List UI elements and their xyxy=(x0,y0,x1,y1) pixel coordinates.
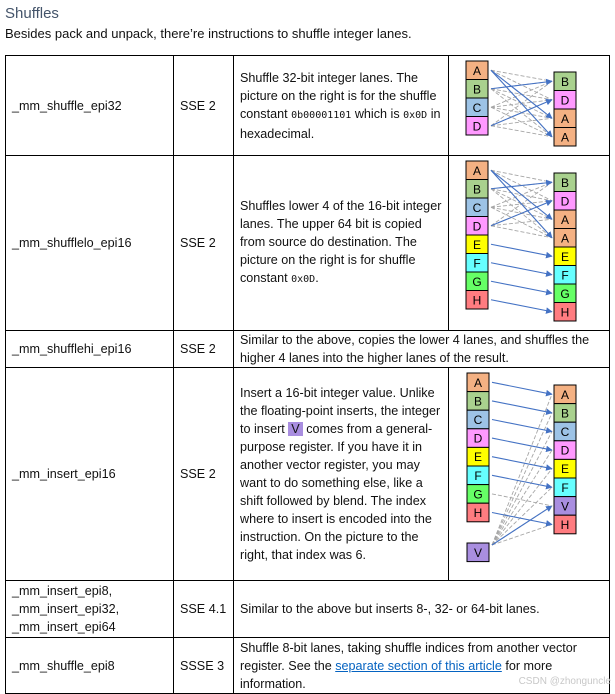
lane-box-D xyxy=(554,192,576,211)
svg-text:D: D xyxy=(472,119,482,134)
v-value-chip: V xyxy=(288,422,302,436)
instruction-set: SSE 4.1 xyxy=(174,581,234,638)
lane-box-G xyxy=(466,272,488,291)
lane-box-H xyxy=(554,303,576,322)
lane-diagram xyxy=(455,368,615,575)
svg-text:E: E xyxy=(472,237,482,252)
description: Similar to the above, copies the lower 4 lanes, and shuffles the higher 4 lanes into the higher lanes of the result. xyxy=(234,331,610,368)
instruction-set: SSE 2 xyxy=(174,156,234,331)
svg-text:F: F xyxy=(561,268,569,283)
svg-text:G: G xyxy=(560,286,570,301)
lane-box-D xyxy=(466,217,488,236)
lane-box-D xyxy=(467,429,489,448)
svg-text:C: C xyxy=(560,425,570,439)
lane-box-G xyxy=(554,284,576,303)
intro-text: Besides pack and unpack, there’re instructions to shuffle integer lanes. xyxy=(5,26,412,41)
description: Similar to the above but inserts 8-, 32- or 64-bit lanes. xyxy=(234,581,610,638)
svg-text:A: A xyxy=(473,375,483,390)
lane-box-A xyxy=(554,109,576,128)
lane-box-F xyxy=(554,478,576,497)
lane-box-H xyxy=(554,515,576,534)
lane-box-A xyxy=(554,385,576,404)
svg-text:D: D xyxy=(560,443,570,458)
intrinsic-name: _mm_shuffle_epi8 xyxy=(6,638,174,694)
lane-box-A xyxy=(467,373,489,392)
section-heading: Shuffles xyxy=(5,5,59,22)
shufflelo-epi16-diagram xyxy=(449,156,610,331)
instruction-set: SSE 2 xyxy=(174,56,234,156)
description: Shuffle 8-bit lanes, taking shuffle indices from another vector register. See the separate section of this article for more information. xyxy=(234,638,610,694)
svg-text:B: B xyxy=(472,82,482,97)
svg-text:V: V xyxy=(560,499,570,514)
svg-text:A: A xyxy=(560,212,570,227)
lane-box-A xyxy=(554,229,576,248)
lane-box-F xyxy=(466,254,488,273)
instruction-set: SSE 2 xyxy=(174,368,234,581)
lane-box-B xyxy=(466,180,488,199)
separate-section-link[interactable]: separate section of this article xyxy=(335,658,502,673)
svg-text:F: F xyxy=(561,480,569,495)
svg-text:H: H xyxy=(560,518,570,532)
lane-box-E xyxy=(466,235,488,254)
lane-box-E xyxy=(554,247,576,266)
svg-text:A: A xyxy=(560,111,570,126)
table-row xyxy=(6,56,610,156)
instruction-set: SSE 2 xyxy=(174,331,234,368)
svg-text:D: D xyxy=(472,219,482,234)
svg-text:E: E xyxy=(560,462,570,477)
lane-box-A xyxy=(466,161,488,180)
lane-box-A xyxy=(554,210,576,229)
table-row xyxy=(6,331,610,368)
svg-text:D: D xyxy=(560,93,570,108)
lane-box-B xyxy=(554,404,576,423)
svg-text:B: B xyxy=(560,406,570,421)
lane-box-G xyxy=(467,485,489,504)
insert-epi16-diagram xyxy=(449,368,610,581)
lane-box-C xyxy=(466,98,488,117)
svg-text:C: C xyxy=(472,100,482,115)
svg-text:E: E xyxy=(473,450,483,465)
lane-box-E xyxy=(467,447,489,466)
lane-box-F xyxy=(467,466,489,485)
intrinsic-name: _mm_shuffle_epi32 xyxy=(6,56,174,156)
shuffle-epi32-diagram xyxy=(449,56,610,156)
lane-box-B xyxy=(467,392,489,411)
svg-text:H: H xyxy=(472,293,482,308)
instruction-set: SSSE 3 xyxy=(174,638,234,694)
lane-box-B xyxy=(554,72,576,91)
svg-text:A: A xyxy=(560,387,570,402)
svg-text:A: A xyxy=(472,163,482,178)
svg-text:H: H xyxy=(473,506,483,520)
intrinsic-name: _mm_insert_epi16 xyxy=(6,368,174,581)
watermark: CSDN @zhonguncle xyxy=(518,676,611,687)
lane-box-H xyxy=(466,291,488,310)
lane-box-A xyxy=(466,61,488,80)
lane-box-C xyxy=(554,422,576,441)
svg-text:D: D xyxy=(473,431,483,446)
svg-text:C: C xyxy=(472,200,482,215)
table-row xyxy=(6,156,610,331)
intrinsic-name: _mm_shufflelo_epi16 xyxy=(6,156,174,331)
svg-text:B: B xyxy=(560,74,570,89)
intrinsics-table xyxy=(5,55,610,694)
lane-box-B xyxy=(466,80,488,99)
svg-text:B: B xyxy=(472,182,482,197)
svg-text:B: B xyxy=(560,175,570,190)
lane-box-V xyxy=(467,543,489,562)
svg-text:D: D xyxy=(560,194,570,209)
svg-text:G: G xyxy=(473,487,483,502)
svg-text:F: F xyxy=(474,468,482,483)
intrinsic-name: _mm_shufflehi_epi16 xyxy=(6,331,174,368)
lane-box-D xyxy=(554,91,576,110)
svg-text:B: B xyxy=(473,394,483,409)
svg-text:V: V xyxy=(473,545,483,560)
table-row xyxy=(6,368,610,581)
svg-text:A: A xyxy=(560,231,570,246)
lane-box-C xyxy=(466,198,488,217)
svg-text:A: A xyxy=(472,63,482,78)
lane-box-H xyxy=(467,503,489,522)
lane-box-V xyxy=(554,497,576,516)
lane-box-E xyxy=(554,459,576,478)
svg-text:H: H xyxy=(560,305,570,320)
svg-text:A: A xyxy=(560,130,570,145)
lane-box-A xyxy=(554,128,576,147)
description: Shuffles lower 4 of the 16-bit integer lanes. The upper 64 bit is copied from source do destination. The picture on the right is for shuffle constant 0x0D. xyxy=(234,156,449,331)
description: Shuffle 32-bit integer lanes. The picture on the right is for the shuffle constant 0b00001101 which is 0x0D in hexadecimal. xyxy=(234,56,449,156)
svg-text:C: C xyxy=(473,413,483,427)
svg-text:F: F xyxy=(473,256,481,271)
lane-box-C xyxy=(467,410,489,429)
svg-text:G: G xyxy=(472,274,482,289)
lane-box-D xyxy=(554,441,576,460)
lane-box-B xyxy=(554,173,576,192)
table-row xyxy=(6,581,610,638)
lane-box-D xyxy=(466,117,488,136)
lane-diagram xyxy=(455,156,615,325)
lane-box-F xyxy=(554,266,576,285)
intrinsic-name: _mm_insert_epi8, _mm_insert_epi32, _mm_insert_epi64 xyxy=(6,581,174,638)
lane-diagram xyxy=(455,56,615,150)
svg-text:E: E xyxy=(560,249,570,264)
description: Insert a 16-bit integer value. Unlike the floating-point inserts, the integer to insert V comes from a general-purpose register. If you have it in another vector register, you may want to do something else, like a shift followed by blend. The index where to insert is encoded into the instruction. On the picture to the right, that index was 6. xyxy=(234,368,449,581)
